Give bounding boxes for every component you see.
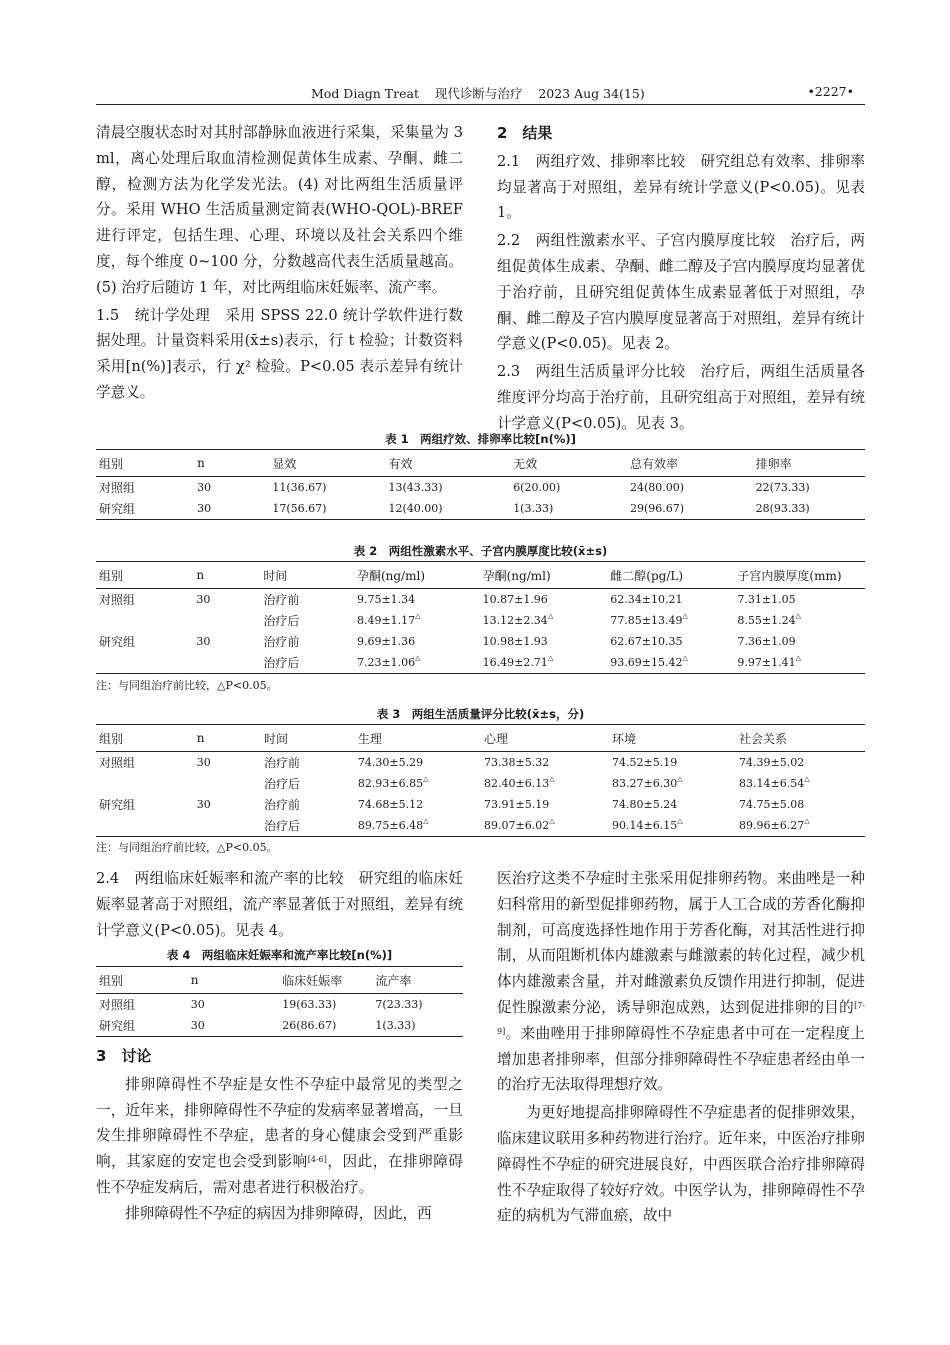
table3-column-header: 组别 bbox=[96, 725, 194, 752]
table-cell: 对照组 bbox=[99, 481, 136, 495]
table-cell: 62.34±10.21 bbox=[610, 593, 683, 606]
table-cell: 13.12±2.34△ bbox=[482, 612, 554, 627]
table-cell: 17(56.67) bbox=[269, 498, 385, 520]
table2 bbox=[96, 561, 865, 674]
table-cell: 62.67±10.35 bbox=[610, 635, 683, 648]
table-row bbox=[96, 631, 865, 652]
table1 bbox=[96, 449, 865, 520]
right-column-top bbox=[497, 120, 865, 437]
results-heading: 2 结果 bbox=[497, 124, 553, 142]
table-cell: 77.85±13.49△ bbox=[610, 612, 688, 627]
table-cell: 研究组 bbox=[99, 798, 136, 812]
table3-column-header: n bbox=[194, 725, 261, 752]
table3-caption: 表 3 两组生活质量评分比较(x̄±s，分) bbox=[376, 707, 585, 721]
discussion-paragraph-1 bbox=[96, 1072, 463, 1201]
table-cell: 9.69±1.36 bbox=[356, 635, 416, 648]
table1-column-header: 组别 bbox=[96, 450, 194, 477]
table-cell: 对照组 bbox=[99, 756, 136, 770]
table-cell: 30 bbox=[196, 798, 211, 811]
table-cell: 12(40.00) bbox=[385, 498, 510, 520]
table-cell: 30 bbox=[197, 481, 212, 494]
results-2-3: 2.3 两组生活质量评分比较 治疗后，两组生活质量各维度评分均高于治疗前，且研究组高于对照组，差异有统计学意义(P<0.05)。见表 3。 bbox=[497, 363, 865, 432]
table-cell bbox=[194, 773, 261, 794]
table-cell: 6(20.00) bbox=[513, 481, 561, 494]
table-cell: 74.39±5.02 bbox=[739, 756, 805, 769]
table-cell: 30 bbox=[196, 635, 211, 648]
table-row bbox=[96, 815, 865, 837]
table4-column-header: 组别 bbox=[96, 967, 188, 994]
table-cell: 1(3.33) bbox=[372, 1015, 463, 1037]
table-row bbox=[96, 652, 865, 674]
table-cell: 90.14±6.15△ bbox=[609, 815, 736, 837]
discussion-right bbox=[497, 866, 865, 1229]
page-number: •2227• bbox=[807, 84, 854, 99]
table-cell: 93.69±15.42△ bbox=[607, 652, 734, 674]
table4 bbox=[96, 966, 463, 1037]
table-cell: 74.75±5.08 bbox=[739, 798, 805, 811]
table-row bbox=[96, 1015, 463, 1037]
table-cell: 治疗后 bbox=[263, 614, 300, 628]
table-cell: 1(3.33) bbox=[510, 498, 627, 520]
table4-caption: 表 4 两组临床妊娠率和流产率比较[n(%)] bbox=[166, 948, 393, 962]
table-cell: 30 bbox=[194, 498, 269, 520]
discussion-2-text: 医治疗这类不孕症时主张采用促排卵药物。来曲唑是一种妇科常用的新型促排卵药物，属于人工合成的芳香化酶抑制剂，可高度选择性地作用于芳香化酶，对其活性进行抑制，从而阻断机体内雄激素与雌激素的转化过程，减少机体内雄激素含量，并对雌激素负反馈作用进行抑制，促进促性腺激素分泌，诱导卵泡成熟，达到促进排卵的目的 bbox=[497, 870, 865, 1016]
table2-header-row bbox=[96, 562, 865, 589]
discussion-paragraph-2-cont bbox=[497, 866, 865, 1098]
table4-column-header: 流产率 bbox=[372, 967, 463, 994]
table-cell: 28(93.33) bbox=[753, 498, 865, 520]
table1-column-header: 显效 bbox=[269, 450, 385, 477]
table-cell: 74.52±5.19 bbox=[612, 756, 678, 769]
journal-issue: 2023 Aug 34(15) bbox=[538, 86, 645, 101]
table4-column-header: 临床妊娠率 bbox=[279, 967, 372, 994]
table-cell: 30 bbox=[188, 1015, 279, 1037]
table3-column-header: 心理 bbox=[481, 725, 609, 752]
table2-column-header: 孕酮(ng/ml) bbox=[480, 562, 608, 589]
discussion-2-text-end: 。来曲唑用于排卵障碍性不孕症患者中可在一定程度上增加患者排卵率，但部分排卵障碍性不孕症患者经由单一的治疗无法取得理想疗效。 bbox=[497, 1024, 865, 1094]
citation-7-9: [7-9] bbox=[497, 1000, 865, 1036]
table-row bbox=[96, 477, 865, 499]
table-cell: 13(43.33) bbox=[388, 481, 443, 494]
table1-column-header: 无效 bbox=[510, 450, 627, 477]
table-cell: 83.14±6.54△ bbox=[739, 775, 810, 790]
table2-note: 注：与同组治疗前比较，△P<0.05。 bbox=[96, 679, 278, 692]
discussion-paragraph-2: 排卵障碍性不孕症的病因为排卵障碍，因此，西 bbox=[125, 1204, 432, 1222]
header-rule bbox=[96, 104, 865, 105]
table-cell: 7.23±1.06△ bbox=[354, 652, 480, 674]
table3-column-header: 时间 bbox=[261, 725, 355, 752]
table-cell: 29(96.67) bbox=[627, 498, 753, 520]
table-cell: 89.07±6.02△ bbox=[481, 815, 609, 837]
table-cell: 74.30±5.29 bbox=[357, 756, 424, 769]
table1-column-header: n bbox=[194, 450, 269, 477]
table-cell: 研究组 bbox=[96, 1015, 188, 1037]
journal-english-name: Mod Diagn Treat bbox=[311, 86, 419, 101]
table-cell: 26(86.67) bbox=[279, 1015, 372, 1037]
table-cell bbox=[193, 610, 260, 631]
table-cell: 治疗前 bbox=[263, 593, 300, 607]
table-cell: 19(63.33) bbox=[282, 998, 337, 1011]
table-cell: 82.93±6.85△ bbox=[357, 775, 429, 790]
running-header bbox=[0, 84, 950, 104]
table-row bbox=[96, 752, 865, 774]
table-cell: 82.40±6.13△ bbox=[484, 775, 555, 790]
table-cell: 治疗后 bbox=[263, 777, 300, 791]
table-cell: 7.31±1.05 bbox=[737, 593, 796, 606]
table2-column-header: 孕酮(ng/ml) bbox=[354, 562, 480, 589]
table-cell bbox=[96, 815, 194, 837]
table-cell: 对照组 bbox=[99, 998, 136, 1012]
table-cell bbox=[96, 652, 193, 674]
discussion-left bbox=[96, 1043, 463, 1227]
table1-column-header: 总有效率 bbox=[627, 450, 753, 477]
table-cell bbox=[96, 610, 193, 631]
table3-note: 注：与同组治疗前比较，△P<0.05。 bbox=[96, 841, 278, 854]
table-row bbox=[96, 589, 865, 611]
table1-column-header: 有效 bbox=[385, 450, 510, 477]
table-cell bbox=[96, 773, 194, 794]
table-row bbox=[96, 994, 463, 1016]
left-column-bottom bbox=[96, 866, 463, 943]
discussion-paragraph-3: 为更好地提高排卵障碍性不孕症患者的促排卵效果，临床建议联用多种药物进行治疗。近年来，中医治疗排卵障碍性不孕症的研究进展良好，中西医联合治疗排卵障碍性不孕症取得了较好疗效。中医学认为，排卵障碍性不孕症的病机为气滞血瘀，故中 bbox=[497, 1104, 865, 1225]
table2-column-header: 子宫内膜厚度(mm) bbox=[734, 562, 865, 589]
table-cell: 治疗后 bbox=[261, 815, 355, 837]
table-row bbox=[96, 610, 865, 631]
table-cell: 9.75±1.34 bbox=[356, 593, 416, 606]
table3 bbox=[96, 724, 865, 837]
table2-caption: 表 2 两组性激素水平、子宫内膜厚度比较(x̄±s) bbox=[353, 544, 608, 558]
table-cell: 74.80±5.24 bbox=[612, 798, 678, 811]
table2-column-header: n bbox=[193, 562, 260, 589]
table-cell: 30 bbox=[190, 998, 205, 1011]
table2-column-header: 雌二醇(pg/L) bbox=[607, 562, 734, 589]
table4-header-row bbox=[96, 967, 463, 994]
table3-column-header: 环境 bbox=[609, 725, 736, 752]
table-cell bbox=[194, 815, 261, 837]
table-cell: 30 bbox=[196, 593, 211, 606]
discussion-1-text: 排卵障碍性不孕症是女性不孕症中最常见的类型之一，近年来，排卵障碍性不孕症的发病率显著增高，一旦发生排卵障碍性不孕症，患者的身心健康会受到严重影响，其家庭的安定也会受到影响 bbox=[96, 1075, 463, 1171]
table1-column-header: 排卵率 bbox=[753, 450, 865, 477]
table-cell: 8.55±1.24△ bbox=[737, 612, 801, 627]
table-row bbox=[96, 498, 865, 520]
table3-header-row bbox=[96, 725, 865, 752]
left-column-top bbox=[96, 120, 463, 406]
table3-column-header: 社会关系 bbox=[736, 725, 865, 752]
table-cell: 对照组 bbox=[99, 593, 136, 607]
table-cell: 73.38±5.32 bbox=[484, 756, 550, 769]
table-cell: 研究组 bbox=[96, 498, 194, 520]
table-cell: 7.36±1.09 bbox=[737, 635, 796, 648]
table-row bbox=[96, 794, 865, 815]
table-cell: 9.97±1.41△ bbox=[734, 652, 865, 674]
table-cell: 89.75±6.48△ bbox=[355, 815, 481, 837]
statistics-paragraph: 1.5 统计学处理 采用 SPSS 22.0 统计学软件进行数据处理。计量资料采用(x̄±s)表示，行 t 检验；计数资料采用[n(%)]表示，行 χ² 检验。P<0.05 表示差异有统计学意义。 bbox=[96, 306, 463, 401]
table-cell: 30 bbox=[196, 756, 211, 769]
table-cell: 22(73.33) bbox=[755, 481, 810, 494]
table-cell: 24(80.00) bbox=[629, 481, 685, 494]
methods-paragraph: 清晨空腹状态时对其肘部静脉血液进行采集，采集量为 3 ml，离心处理后取血清检测促黄体生成素、孕酮、雌二醇，检测方法为化学发光法。(4) 对比两组生活质量评分。采用 WHO 生活质量测定简表(WHO-QOL)-BREF 进行评定，包括生理、心理、环境以及社会关系四个维度，每个维度 0~100 分，分数越高代表生活质量越高。(5) 治疗后随访 1 年，对比两组临床妊娠率、流产率。 bbox=[96, 124, 463, 296]
discussion-1-text-end: ，因此，在排卵障碍性不孕症发病后，需对患者进行积极治疗。 bbox=[96, 1153, 463, 1196]
table-cell: 10.98±1.93 bbox=[482, 635, 548, 648]
table-cell: 10.87±1.96 bbox=[482, 593, 548, 606]
table-cell: 治疗后 bbox=[260, 652, 354, 674]
table-cell: 治疗前 bbox=[263, 798, 300, 812]
table-row bbox=[96, 773, 865, 794]
citation-4-6: [4-6] bbox=[307, 1155, 327, 1165]
results-2-1: 2.1 两组疗效、排卵率比较 研究组总有效率、排卵率均显著高于对照组，差异有统计学意义(P<0.05)。见表 1。 bbox=[497, 152, 865, 222]
table-cell: 研究组 bbox=[99, 635, 136, 649]
table-cell: 治疗前 bbox=[263, 756, 300, 770]
table-cell: 16.49±2.71△ bbox=[480, 652, 608, 674]
results-2-2: 2.2 两组性激素水平、子宫内膜厚度比较 治疗后，两组促黄体生成素、孕酮、雌二醇及子宫内膜厚度均显著优于治疗前，且研究组促黄体生成素显著低于对照组，孕酮、雌二醇及子宫内膜厚度显著高于对照组，差异有统计学意义(P<0.05)。见表 2。 bbox=[497, 232, 865, 353]
table-cell: 73.91±5.19 bbox=[484, 798, 550, 811]
table3-column-header: 生理 bbox=[355, 725, 481, 752]
table-cell: 治疗前 bbox=[263, 635, 300, 649]
table-cell: 8.49±1.17△ bbox=[356, 612, 421, 627]
table1-caption: 表 1 两组疗效、排卵率比较[n(%)] bbox=[385, 432, 576, 446]
table2-column-header: 组别 bbox=[96, 562, 193, 589]
table-cell: 89.96±6.27△ bbox=[736, 815, 865, 837]
table-cell: 11(36.67) bbox=[272, 481, 327, 494]
table-cell: 74.68±5.12 bbox=[357, 798, 424, 811]
table-cell bbox=[193, 652, 260, 674]
table2-column-header: 时间 bbox=[260, 562, 354, 589]
table4-column-header: n bbox=[188, 967, 279, 994]
table-cell: 83.27±6.30△ bbox=[612, 775, 683, 790]
table-cell: 7(23.33) bbox=[375, 998, 423, 1011]
table1-header-row bbox=[96, 450, 865, 477]
journal-chinese-name: 现代诊断与治疗 bbox=[434, 86, 523, 101]
discussion-heading: 3 讨论 bbox=[96, 1047, 152, 1065]
journal-info bbox=[311, 84, 645, 102]
results-2-4: 2.4 两组临床妊娠率和流产率的比较 研究组的临床妊娠率显著高于对照组，流产率显著低于对照组，差异有统计学意义(P<0.05)。见表 4。 bbox=[96, 870, 463, 939]
